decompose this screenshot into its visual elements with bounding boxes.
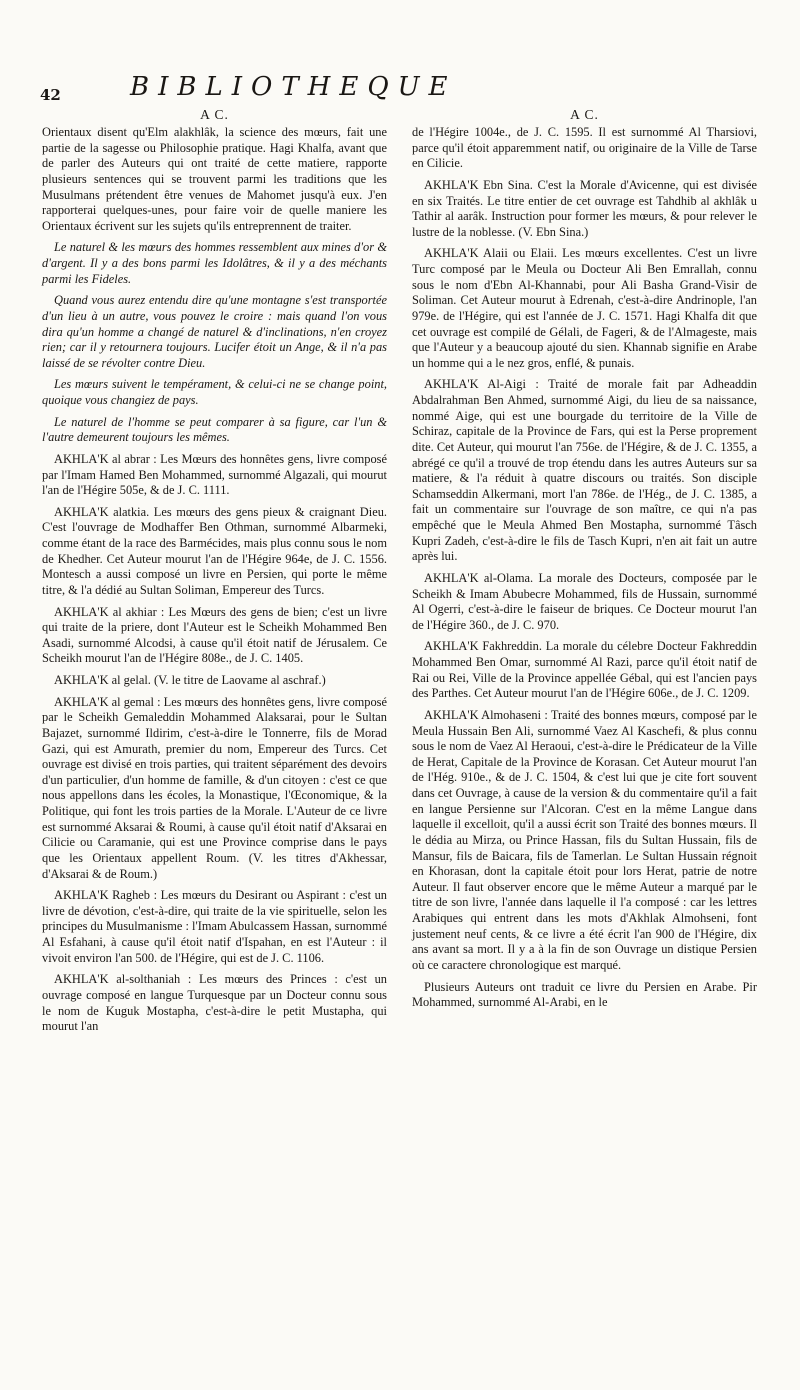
left-paragraph: Le naturel & les mœurs des hommes ressemblent aux mines d'or & d'argent. Il y a des bons parmi les Idolâtres, & il y a des méchants parmi les Fideles. (42, 240, 387, 286)
right-paragraph: AKHLA'K al-Olama. La morale des Docteurs, composée par le Scheikh & Imam Abubecre Mohammed, fils de Hussain, surnommé Al Ogerri, c'est-à-dire le faiseur de briques. Ce Docteur mourut l'an de l'Hégire 360., de J. C. 970. (412, 570, 757, 632)
left-paragraph: AKHLA'K al gemal : Les mœurs des honnêtes gens, livre composé par le Scheikh Gemaleddin Mohammed Alaksarai, pour le Sultan Bajazet, surnommé Ildirim, c'est-à-dire le Tonnerre, fils de Morad Gazi, qui est Amurath, premier du nom, Empereur des Turcs. Cet ouvrage est divisé en trois parties, qui traitent séparément des devoirs d'un particulier, d'un homme de famille, & d'un citoyen : c'est ce que nous appellons dans les écoles, la Monastique, l'Œconomique, & la Politique, qui font les trois parties de la Morale. L'Auteur de ce livre est surnommé Aksarai & Roumi, à cause qu'il étoit natif d'Aksarai en Cilicie ou Caramanie, qui est une Province comprise dans le pays que les Orientaux appellent Roum. (V. les titres d'Akhessar, d'Aksarai & de Roum.) (42, 694, 387, 881)
right-column-head: A C. (570, 107, 599, 122)
left-paragraph: AKHLA'K Ragheb : Les mœurs du Desirant ou Aspirant : c'est un livre de dévotion, c'est-à-dire, qui traite de la vie spirituelle, selon les principes du Musulmanisme : l'Imam Abulcassem Hassan, surnommé Al Esfahani, à cause qu'il étoit natif d'Ispahan, en est l'Auteur : il vivoit environ l'an 500. de l'Hégire, qui est de J. C. 1106. (42, 888, 387, 965)
left-paragraph: Le naturel de l'homme se peut comparer à sa figure, car l'un & l'autre demeurent toujours les mêmes. (42, 414, 387, 445)
right-paragraph: AKHLA'K Alaii ou Elaii. Les mœurs excellentes. C'est un livre Turc composé par le Meula ou Docteur Ali Ben Emrallah, connu sous le nom d'Ebn Al-Khannabi, pour Ali Basha Grand-Visir de Soliman. Cet Auteur mourut à Edrenah, c'est-à-dire Andrinople, l'an 979e. de l'Hégire, qui est l'année de J. C. 1571. Hagi Khalfa dit que cet ouvrage est compilé de Gélali, de Fageri, & de l'Almageste, mais que l'Auteur y a beaucoup ajouté du sien. Khannab signifie en Arabe un homme qui a le nez gros, enflé, & punais. (412, 246, 757, 370)
left-paragraph: Quand vous aurez entendu dire qu'une montagne s'est transportée d'un lieu à un autre, vous pouvez le croire : mais quand l'on vous dira qu'un homme a changé de naturel & d'inclinations, n'en croyez rien; car il y retournera toujours. Lucifer étoit un Ange, & il n'a pas laissé de se révolter contre Dieu. (42, 293, 387, 370)
left-paragraph: AKHLA'K alatkia. Les mœurs des gens pieux & craignant Dieu. C'est l'ouvrage de Modhaffer Ben Othman, surnommé Albarmeki, comme étant de la race des Barmécides, mais plus connu sous le nom de Khedher. Cet Auteur mourut l'an de l'Hégire 964e, de J. C. 1556. Montesch a aussi composé un livre en Persien, qui porte le même titre, & l'a dédié au Sultan Soliman, Empereur des Turcs. (42, 504, 387, 597)
left-paragraph: Orientaux disent qu'Elm alakhlâk, la science des mœurs, fait une partie de la sagesse ou Philosophie pratique. Hagi Khalfa, avant que de parler des Auteurs qui ont traité de cette matiere, rapporte plusieurs sentences qui se trouvent parmi les traditions que les Musulmans prétendent être venues de Mahomet jusqu'à eux. J'en rapporterai quelques-unes, pour faire voir de quelle maniere les Orientaux écrivent sur les sujets qu'ils entreprennent de traiter. (42, 125, 387, 233)
left-paragraph: AKHLA'K al gelal. (V. le titre de Laovame al aschraf.) (54, 673, 326, 687)
left-paragraph: AKHLA'K al abrar : Les Mœurs des honnêtes gens, livre composé par l'Imam Hamed Ben Mohammed, surnommé Algazali, qui mourut l'an de l'Hégire 505e, & de J. C. 1111. (42, 451, 387, 498)
right-column (412, 106, 757, 1017)
running-title: BIBLIOTHEQUE (130, 72, 457, 102)
right-paragraph: AKHLA'K Almohaseni : Traité des bonnes mœurs, composé par le Meula Hussain Ben Ali, surnommé Vaez Al Kaschefi, & plus connu sous le nom de Vaez Al Heraoui, c'est-à-dire le Prédicateur de la Ville de Herat, Capitale de la Province de Korasan. Cet Auteur mourut l'an de l'Hég. 910e., & de J. C. 1504, & c'est lui que je cite fort souvent dans cet Ouvrage, à cause de la version & du commentaire qu'il a fait en langue Persienne sur l'Alcoran. C'est en la même Langue dans laquelle il excelloit, qu'il a aussi écrit son Traité des bonnes mœurs. Il le dédia au Mirza, ou Prince Hassan, fils du Sultan Hussain, fils de Mansur, fils de Baicara, fils de Tamerlan. Le Sultan Hussain régnoit en Khorasan, dont la capitale étoit pour lors Herat, patrie de notre Auteur. Il faut observer encore que le même Auteur a marqué par le titre de son livre, l'année dans laquelle il l'a composé : car les lettres Arabiques qui entrent dans les mots d'Akhlak Almohseni, font justement neuf cents, & ce livre a été écrit l'an 900 de l'Hégire, dix ans avant sa mort. Il y a à la fin de son Ouvrage un distique Persien où ce caractere chronologique est marqué. (412, 707, 757, 972)
right-paragraph: AKHLA'K Ebn Sina. C'est la Morale d'Avicenne, qui est divisée en six Traités. Le titre entier de cet ouvrage est Tahdhib al akhlâk u Tathir al aarâk. Instruction pour former les mœurs, & pour relever le lustre de la noblesse. (V. Ebn Sina.) (412, 177, 757, 239)
left-column (42, 106, 387, 1041)
right-paragraph: AKHLA'K Al-Aigi : Traité de morale fait par Adheaddin Abdalrahman Ben Ahmed, surnommé Aigi, du lieu de sa naissance, nommé Aige, qui est une bourgade du territoire de la Ville de Schiraz, capitale de la Province de Fars, qui est la Perse proprement dite. Cet Auteur, qui mourut l'an 756e. de l'Hégire, & de J. C. 1355, a abrégé ce qu'il a trouvé de trop étendu dans les autres Auteurs sur sa matiere, & l'a réduit à quatre discours ou traités. Son disciple Schamseddin Alkermani, mort l'an 786e. de l'Hég., de J. C. 1385, a fait un commentaire sur l'ouvrage de son maître, ce qui n'a pas empêché que le Meula Ahmed Ben Mostapha, surnommé Tâsch Kupri Zadeh, c'est-à-dire le fils de Tasch Kupri, n'en ait fait un autre après lui. (412, 377, 757, 564)
left-paragraph: AKHLA'K al akhiar : Les Mœurs des gens de bien; c'est un livre qui traite de la priere, dont l'Auteur est le Scheikh Mohammed Ben Asadi, surnommé Alcodsi, à cause qu'il étoit natif de Jérusalem. Ce Scheikh mourut l'an de l'Hégire 808e., de J. C. 1405. (42, 604, 387, 666)
left-column-head: A C. (200, 107, 229, 122)
left-paragraph: Les mœurs suivent le tempérament, & celui-ci ne se change point, quoique vous changiez de pays. (42, 377, 387, 407)
left-paragraph: AKHLA'K al-solthaniah : Les mœurs des Princes : c'est un ouvrage composé en langue Turquesque par un Docteur connu sous le nom de Kuguk Mostapha, c'est-à-dire le petit Mustapha, qui mourut l'an (42, 972, 387, 1034)
page-number: 42 (40, 86, 61, 104)
right-paragraph: AKHLA'K Fakhreddin. La morale du célebre Docteur Fakhreddin Mohammed Ben Omar, surnommé Al Razi, parce qu'il étoit natif de Rai ou Rei, Ville de la Province appellée Gébal, qui est l'ancien pays des Parthes. Cet Auteur mourut l'an de l'Hégire 606e., de J. C. 1209. (412, 639, 757, 701)
right-paragraph: de l'Hégire 1004e., de J. C. 1595. Il est surnommé Al Tharsiovi, parce qu'il étoit apparemment natif, ou originaire de la Ville de Tarse en Cilicie. (412, 125, 757, 171)
right-paragraph: Plusieurs Auteurs ont traduit ce livre du Persien en Arabe. Pir Mohammed, surnommé Al-Arabi, en le (412, 979, 757, 1010)
